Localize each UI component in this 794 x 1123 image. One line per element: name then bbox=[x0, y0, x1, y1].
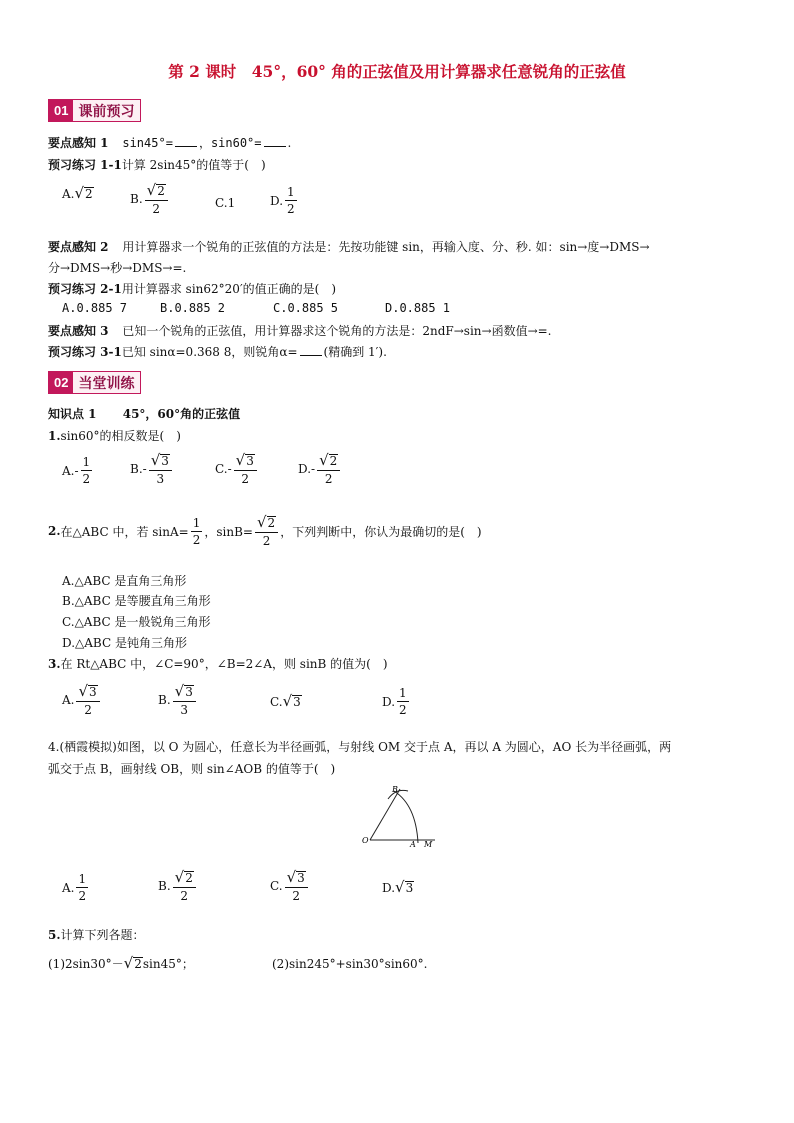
exercise-text: 已知 sinα=0.368 8，则锐角α= bbox=[121, 345, 298, 359]
section-header-training bbox=[48, 371, 141, 394]
question-4-line-1: 4.(栖霞模拟)如图，以 O 为圆心，任意长为半径画弧，与射线 OM 交于点 A，再以 A 为圆心，AO 长为半径画弧，两 bbox=[48, 740, 672, 754]
radicand: 2 bbox=[134, 957, 142, 972]
fraction: √ 2 2 bbox=[173, 870, 196, 902]
section-number: 01 bbox=[49, 100, 73, 121]
option-letter: B. bbox=[158, 879, 171, 893]
knowledge-point-1 bbox=[48, 405, 240, 422]
question-5-part-1 bbox=[48, 955, 194, 972]
option-b bbox=[130, 453, 174, 485]
exercise-text: 用计算器求 sin62°20′的值正确的是( ) bbox=[121, 282, 337, 296]
option-letter: C. bbox=[270, 879, 283, 893]
arc-from-a bbox=[388, 790, 408, 799]
section-label: 当堂训练 bbox=[78, 375, 135, 392]
option-a bbox=[62, 684, 102, 716]
question-text: 在 Rt△ABC 中，∠C=90°，∠B=2∠A，则 sinB 的值为( ) bbox=[60, 657, 388, 671]
option-d bbox=[270, 186, 299, 215]
denominator: 2 bbox=[399, 703, 407, 717]
radicand: 2 bbox=[329, 454, 338, 469]
option-c: C.0.885 5 bbox=[273, 301, 339, 315]
fraction: √ 2 2 bbox=[255, 515, 278, 547]
geometry-figure bbox=[360, 783, 440, 849]
radicand: 2 bbox=[185, 871, 193, 886]
label-m: M bbox=[424, 840, 433, 849]
radicand: 3 bbox=[297, 871, 305, 886]
ray-ob bbox=[370, 789, 400, 840]
question-number: 2. bbox=[48, 524, 61, 538]
denominator: 2 bbox=[84, 703, 92, 717]
section-label: 课前预习 bbox=[78, 103, 135, 120]
exercise-label: 预习练习 2-1 bbox=[48, 282, 122, 296]
numerator: 1 bbox=[287, 185, 295, 199]
fraction: √ 3 2 bbox=[234, 453, 257, 485]
option-letter: B.- bbox=[130, 462, 147, 476]
fraction bbox=[81, 456, 93, 485]
denominator: 2 bbox=[324, 472, 333, 486]
option-letter: A.- bbox=[62, 463, 79, 478]
expression-text: sin45°； bbox=[142, 957, 194, 971]
question-number: 1. bbox=[48, 429, 61, 443]
exercise-text: 计算 2sin45°的值等于( ) bbox=[121, 158, 266, 172]
exercise-2-1 bbox=[48, 280, 336, 297]
exercise-label: 预习练习 1-1 bbox=[48, 158, 122, 172]
question-text: sin60°的相反数是( ) bbox=[60, 429, 181, 443]
option-letter: A. bbox=[62, 186, 75, 201]
fraction: √ 2 2 bbox=[317, 453, 340, 485]
radicand: 2 bbox=[85, 187, 93, 202]
option-b bbox=[158, 684, 198, 716]
option-letter: D. bbox=[382, 880, 396, 895]
option-b bbox=[130, 183, 170, 215]
radicand: 3 bbox=[246, 454, 254, 469]
knowledge-point-text: 45°，60°角的正弦值 bbox=[122, 407, 241, 421]
question-number: 3. bbox=[48, 657, 61, 671]
question-text: ，sinB= bbox=[204, 524, 253, 539]
option-letter: D. bbox=[382, 694, 396, 709]
answer-blank bbox=[264, 136, 286, 147]
exercise-3-1 bbox=[48, 343, 387, 360]
denominator: 2 bbox=[82, 472, 91, 486]
question-3 bbox=[48, 655, 388, 672]
denominator: 2 bbox=[262, 534, 271, 548]
fraction bbox=[191, 517, 203, 546]
answer-blank bbox=[300, 345, 322, 356]
question-number: 5. bbox=[48, 928, 61, 942]
fraction: √ 3 3 bbox=[149, 453, 172, 485]
sqrt: √ 3 bbox=[395, 878, 414, 896]
fraction: √ 3 3 bbox=[173, 684, 196, 716]
option-a: A.△ABC 是直角三角形 bbox=[62, 574, 187, 588]
question-text: ，下列判断中，你认为最确切的是( ) bbox=[280, 524, 482, 539]
numerator: 1 bbox=[192, 515, 201, 530]
option-d bbox=[382, 880, 414, 895]
sqrt: √ 3 bbox=[282, 692, 301, 710]
section-header-preview bbox=[48, 99, 141, 122]
question-5-part-2: (2)sin245°+sin30°sin60°. bbox=[272, 957, 428, 971]
sqrt: √ 2 bbox=[74, 184, 93, 202]
label-a: A bbox=[410, 840, 416, 849]
key-point-3 bbox=[48, 322, 552, 339]
radicand: 2 bbox=[267, 516, 276, 531]
numerator: 1 bbox=[78, 872, 87, 886]
option-a: A.0.885 7 bbox=[62, 301, 128, 315]
key-point-2 bbox=[48, 238, 650, 255]
denominator: 2 bbox=[241, 472, 250, 486]
option-c bbox=[270, 694, 302, 709]
option-letter: A. bbox=[62, 693, 75, 707]
knowledge-point-label: 知识点 1 bbox=[48, 407, 97, 421]
fraction bbox=[397, 687, 409, 716]
denominator: 3 bbox=[156, 472, 165, 486]
denominator: 2 bbox=[152, 202, 161, 216]
key-point-text: 用计算器求一个锐角的正弦值的方法是：先按功能键 sin，再输入度、分、秒. 如：sin→度→DMS→ bbox=[122, 240, 650, 254]
denominator: 2 bbox=[292, 889, 300, 903]
option-a bbox=[62, 456, 94, 485]
denominator: 3 bbox=[180, 703, 189, 717]
option-d: D.△ABC 是钝角三角形 bbox=[62, 636, 187, 650]
exercise-1-1 bbox=[48, 156, 266, 173]
question-2 bbox=[48, 515, 482, 547]
exercise-label: 预习练习 3-1 bbox=[48, 345, 122, 359]
key-point-2-cont: 分→DMS→秒→DMS→=. bbox=[48, 261, 187, 275]
key-point-label: 要点感知 1 bbox=[48, 136, 109, 150]
denominator: 2 bbox=[287, 202, 295, 216]
label-o: O bbox=[362, 836, 369, 845]
radicand: 3 bbox=[89, 685, 97, 700]
option-c bbox=[215, 453, 259, 485]
key-point-text: sin45°= bbox=[122, 136, 173, 150]
expression-text: (1)2sin30°－ bbox=[48, 957, 124, 971]
question-text: 在△ABC 中，若 sinA= bbox=[60, 524, 189, 539]
page-title: 第 2 课时 45°，60° 角的正弦值及用计算器求任意锐角的正弦值 bbox=[168, 62, 626, 81]
fraction: √ 2 2 bbox=[145, 183, 168, 215]
option-c bbox=[270, 870, 310, 902]
key-point-text: 已知一个锐角的正弦值，用计算器求这个锐角的方法是：2ndF→sin→函数值→=. bbox=[122, 324, 552, 338]
option-d bbox=[382, 687, 411, 716]
label-b: B bbox=[392, 785, 398, 794]
radicand: 3 bbox=[293, 695, 301, 710]
option-letter: B. bbox=[130, 192, 143, 206]
option-letter: C.- bbox=[215, 462, 232, 476]
question-5 bbox=[48, 926, 145, 943]
option-c: C.△ABC 是一般锐角三角形 bbox=[62, 615, 211, 629]
option-letter: D. bbox=[270, 193, 284, 208]
numerator: 1 bbox=[82, 455, 91, 469]
denominator: 2 bbox=[78, 889, 87, 903]
fraction bbox=[285, 186, 297, 215]
option-b bbox=[158, 870, 198, 902]
option-a bbox=[62, 873, 90, 902]
key-point-text: ，sin60°= bbox=[198, 136, 262, 150]
question-4-line-2: 弧交于点 B，画射线 OB，则 sin∠AOB 的值等于( ) bbox=[48, 762, 336, 776]
option-d: D.0.885 1 bbox=[385, 301, 451, 315]
option-a bbox=[62, 186, 94, 201]
key-point-label: 要点感知 3 bbox=[48, 324, 109, 338]
option-letter: C. bbox=[270, 694, 283, 709]
radicand: 2 bbox=[157, 184, 165, 199]
fraction: √ 3 2 bbox=[76, 684, 99, 716]
question-1 bbox=[48, 427, 181, 444]
option-c bbox=[215, 196, 235, 210]
numerator: 1 bbox=[399, 686, 407, 700]
answer-blank bbox=[175, 136, 197, 147]
denominator: 2 bbox=[180, 889, 189, 903]
option-d bbox=[298, 453, 342, 485]
period: . bbox=[287, 136, 292, 150]
option-letter: B. bbox=[158, 693, 171, 707]
option-b: B.△ABC 是等腰直角三角形 bbox=[62, 594, 211, 608]
fraction: √ 3 2 bbox=[285, 870, 308, 902]
option-letter: A. bbox=[62, 880, 75, 895]
question-text: 计算下列各题： bbox=[60, 928, 145, 942]
radicand: 3 bbox=[405, 881, 414, 896]
section-number: 02 bbox=[49, 372, 73, 393]
option-letter: D.- bbox=[298, 462, 316, 476]
exercise-text: (精确到 1′). bbox=[323, 345, 387, 359]
key-point-label: 要点感知 2 bbox=[48, 240, 109, 254]
denominator: 2 bbox=[192, 532, 201, 547]
radicand: 3 bbox=[185, 685, 193, 700]
key-point-1 bbox=[48, 134, 291, 151]
option-text: C.1 bbox=[215, 196, 236, 210]
option-b: B.0.885 2 bbox=[160, 301, 226, 315]
radicand: 3 bbox=[161, 454, 169, 469]
sqrt: √ 2 bbox=[123, 954, 142, 972]
fraction bbox=[76, 873, 88, 902]
arc-from-o bbox=[394, 791, 418, 843]
